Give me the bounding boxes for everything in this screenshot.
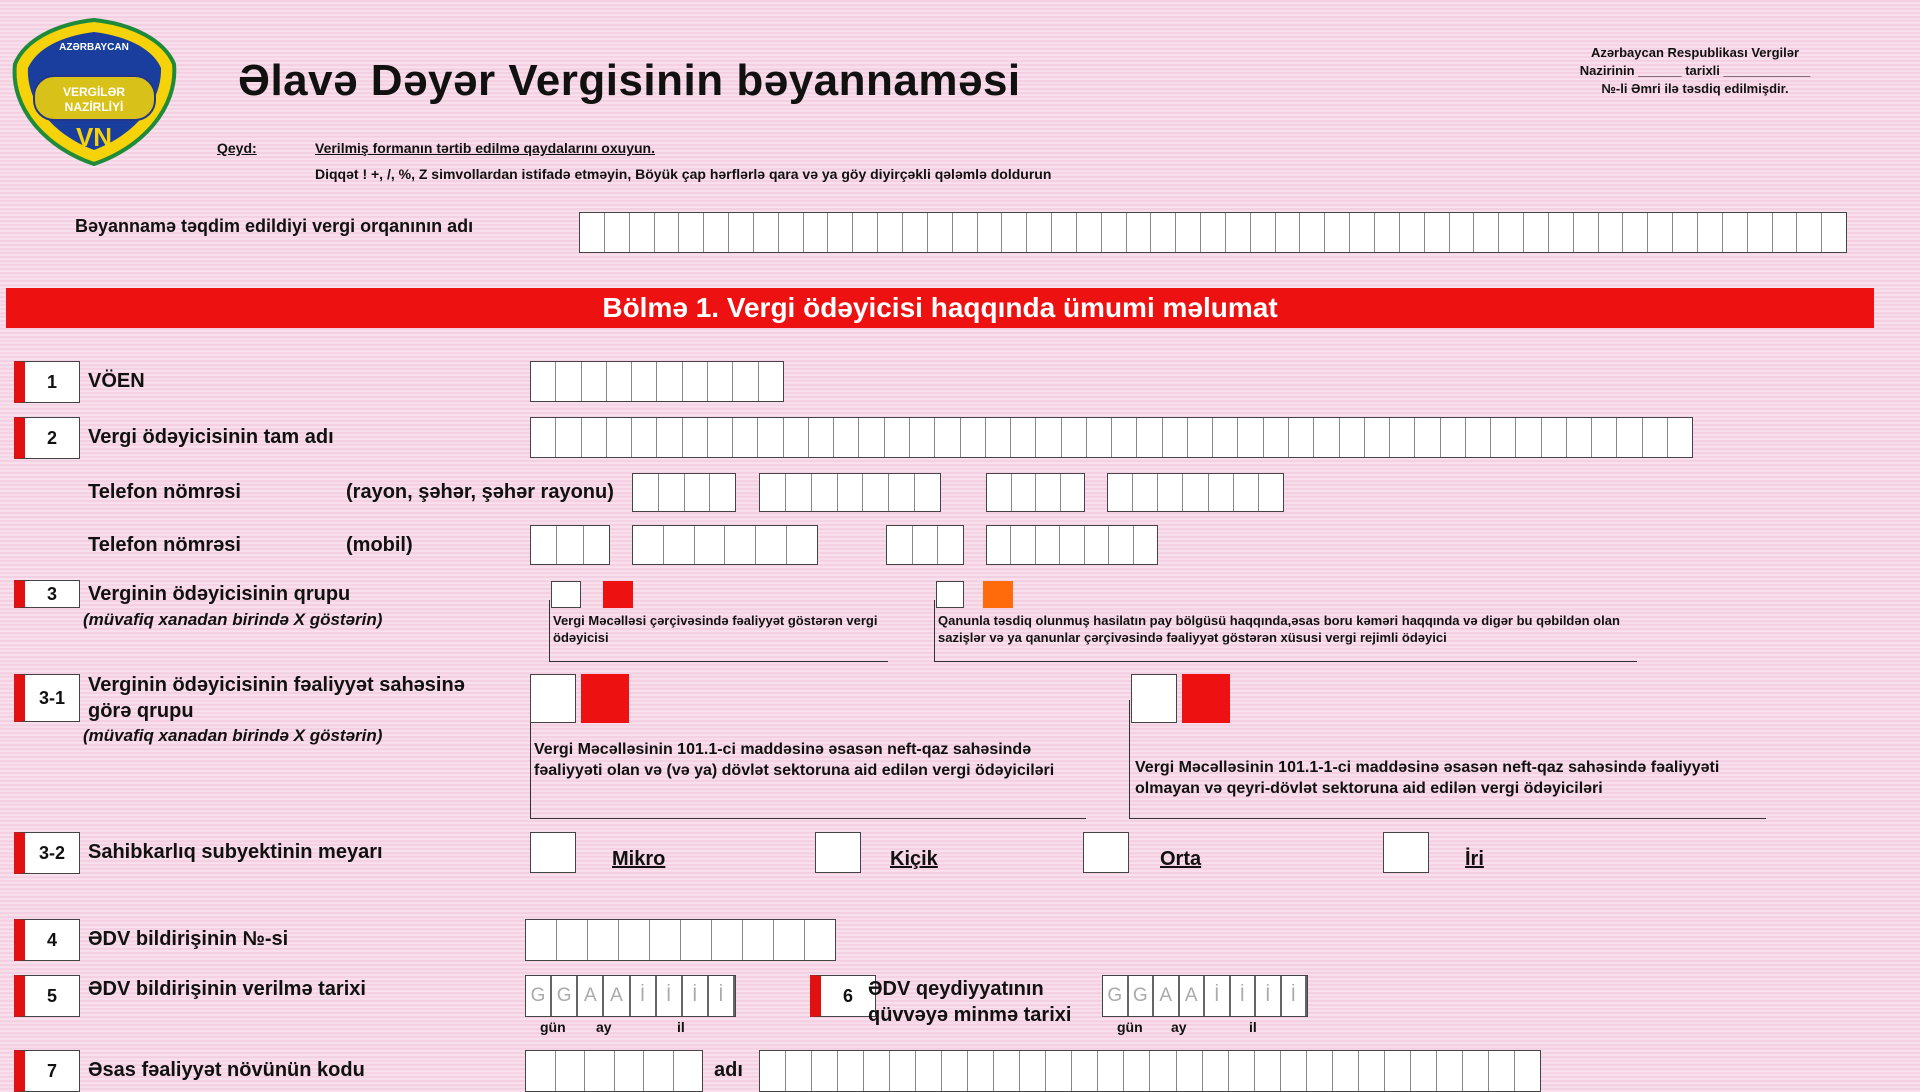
- input-cell[interactable]: [756, 526, 787, 564]
- row-number-6: 6: [810, 975, 876, 1017]
- size-small-label: Kiçik: [890, 848, 938, 870]
- size-large-checkbox[interactable]: [1383, 832, 1429, 873]
- input-cell[interactable]: [695, 526, 726, 564]
- activity-code-label: Əsas fəaliyyət növünün kodu: [88, 1059, 365, 1081]
- input-cell[interactable]: [890, 1051, 916, 1091]
- note-text: Verilmiş formanın tərtib edilmə qaydalarını oxuyun.: [315, 140, 655, 156]
- input-cell[interactable]: [887, 526, 913, 564]
- date-cell[interactable]: İ: [709, 976, 735, 1016]
- input-cell[interactable]: [1592, 418, 1617, 457]
- input-cell[interactable]: [1002, 213, 1027, 252]
- vat-notice-number-label: ƏDV bildirişinin №-si: [88, 928, 289, 950]
- input-cell[interactable]: [1375, 213, 1400, 252]
- input-cell[interactable]: [935, 418, 960, 457]
- input-cell[interactable]: [760, 1051, 786, 1091]
- input-cell[interactable]: [838, 1051, 864, 1091]
- input-cell[interactable]: [615, 1051, 645, 1091]
- input-cell[interactable]: [1524, 213, 1549, 252]
- input-cell[interactable]: [760, 474, 786, 511]
- date-cell[interactable]: İ: [657, 976, 683, 1016]
- input-cell[interactable]: [632, 362, 657, 401]
- input-cell[interactable]: [1673, 213, 1698, 252]
- input-cell[interactable]: [605, 213, 630, 252]
- input-cell[interactable]: [1163, 418, 1188, 457]
- input-cell[interactable]: [942, 1051, 968, 1091]
- input-cell[interactable]: [710, 474, 735, 511]
- input-cell[interactable]: [582, 362, 607, 401]
- input-cell[interactable]: [531, 362, 556, 401]
- input-cell[interactable]: [1158, 474, 1183, 511]
- activity-group-hint: (müvafiq xanadan birində X göstərin): [83, 726, 383, 745]
- input-cell[interactable]: [1365, 418, 1390, 457]
- input-cell[interactable]: [607, 362, 632, 401]
- input-cell[interactable]: [864, 1051, 890, 1091]
- date-cell[interactable]: G: [526, 976, 552, 1016]
- taxpayer-name-input[interactable]: [530, 417, 1693, 458]
- svg-text:AZƏRBAYCAN: AZƏRBAYCAN: [59, 42, 129, 53]
- input-cell[interactable]: [1359, 1051, 1385, 1091]
- input-cell[interactable]: [1108, 474, 1133, 511]
- input-cell[interactable]: [903, 213, 928, 252]
- input-cell[interactable]: [582, 418, 607, 457]
- input-cell[interactable]: [774, 920, 805, 960]
- activity-group-label-1: Verginin ödəyicisinin fəaliyyət sahəsinə: [88, 674, 465, 696]
- input-cell[interactable]: [588, 920, 619, 960]
- input-cell[interactable]: [1648, 213, 1673, 252]
- input-cell[interactable]: [580, 213, 605, 252]
- input-cell[interactable]: [632, 418, 657, 457]
- vat-notice-date-year-caption: il: [677, 1019, 685, 1035]
- input-cell[interactable]: [531, 526, 557, 564]
- input-cell[interactable]: [1027, 213, 1052, 252]
- input-cell[interactable]: [986, 418, 1011, 457]
- input-cell[interactable]: [812, 1051, 838, 1091]
- svg-text:NAZİRLİYİ: NAZİRLİYİ: [64, 100, 124, 114]
- input-cell[interactable]: [679, 213, 704, 252]
- input-cell[interactable]: [743, 920, 774, 960]
- date-cell[interactable]: İ: [1205, 976, 1231, 1016]
- input-cell[interactable]: [1046, 1051, 1072, 1091]
- size-large-label: İri: [1465, 848, 1484, 870]
- vat-registration-date-label-1: ƏDV qeydiyyatının: [868, 978, 1044, 1000]
- input-cell[interactable]: [1668, 418, 1692, 457]
- taxpayer-group-option-2: Qanunla təsdiq olunmuş hasilatın pay bölgüsü haqqında,əsas boru kəməri haqqında və digər bu qəbildən olan sazişlər və ya qanunlar çərçivəsində fəaliyyət göstərən xüsusi vergi rejimli ödəyici: [938, 613, 1620, 645]
- date-cell[interactable]: A: [1154, 976, 1180, 1016]
- input-cell[interactable]: [1109, 526, 1133, 564]
- input-cell[interactable]: [834, 418, 859, 457]
- input-cell[interactable]: [1491, 418, 1516, 457]
- input-cell[interactable]: [1151, 213, 1176, 252]
- input-cell[interactable]: [758, 418, 783, 457]
- input-cell[interactable]: [1333, 1051, 1359, 1091]
- section-1-header: Bölmə 1. Vergi ödəyicisi haqqında ümumi məlumat: [6, 288, 1874, 328]
- taxpayer-group-marker-1: [603, 581, 633, 608]
- input-cell[interactable]: [1062, 418, 1087, 457]
- approval-note: Azərbaycan Respublikası Vergilər Nazirinin ______ tarixli ____________ №-li Əmri ilə təsdiq edilmişdir.: [1579, 45, 1811, 96]
- input-cell[interactable]: [1061, 474, 1085, 511]
- input-cell[interactable]: [987, 474, 1012, 511]
- vat-registration-date-input[interactable]: [1102, 975, 1308, 1017]
- input-cell[interactable]: [1623, 213, 1648, 252]
- input-cell[interactable]: [1201, 213, 1226, 252]
- input-cell[interactable]: [938, 526, 963, 564]
- tax-office-input[interactable]: [579, 212, 1847, 253]
- input-cell[interactable]: [708, 418, 733, 457]
- date-cell[interactable]: İ: [683, 976, 709, 1016]
- input-cell[interactable]: [664, 526, 695, 564]
- vat-registration-date-day-caption: gün: [1117, 1019, 1143, 1035]
- row-number-5: 5: [14, 975, 80, 1017]
- input-cell[interactable]: [1072, 1051, 1098, 1091]
- input-cell[interactable]: [1255, 1051, 1281, 1091]
- date-cell[interactable]: G: [552, 976, 578, 1016]
- input-cell[interactable]: [828, 213, 853, 252]
- input-cell[interactable]: [1060, 526, 1084, 564]
- input-cell[interactable]: [928, 213, 953, 252]
- input-cell[interactable]: [994, 1051, 1020, 1091]
- input-cell[interactable]: [1300, 213, 1325, 252]
- input-cell[interactable]: [683, 418, 708, 457]
- mobile-phone-label: Telefon nömrəsi: [88, 534, 241, 556]
- svg-text:VN: VN: [75, 122, 113, 152]
- input-cell[interactable]: [526, 1051, 556, 1091]
- input-cell[interactable]: [1238, 418, 1263, 457]
- input-cell[interactable]: [1773, 213, 1798, 252]
- vat-notice-date-input[interactable]: [525, 975, 736, 1017]
- input-cell[interactable]: [1012, 474, 1037, 511]
- phone-district-code[interactable]: [632, 473, 736, 512]
- row-number-2: 2: [14, 417, 80, 459]
- input-cell[interactable]: [1350, 213, 1375, 252]
- phone-area-code[interactable]: [986, 473, 1085, 512]
- input-cell[interactable]: [916, 1051, 942, 1091]
- activity-group-checkbox-1[interactable]: [530, 674, 576, 723]
- input-cell[interactable]: [619, 920, 650, 960]
- input-cell[interactable]: [1390, 418, 1415, 457]
- row-number-4: 4: [14, 919, 80, 961]
- input-cell[interactable]: [1466, 418, 1491, 457]
- input-cell[interactable]: [659, 474, 685, 511]
- input-cell[interactable]: [630, 213, 655, 252]
- input-cell[interactable]: [556, 418, 581, 457]
- size-small-checkbox[interactable]: [815, 832, 861, 873]
- page-title: Əlavə Dəyər Vergisinin bəyannaməsi: [238, 56, 1021, 105]
- row-number-3-2: 3-2: [14, 832, 80, 874]
- warning-text: Diqqət ! +, /, %, Z simvollardan istifadə etməyin, Böyük çap hərflərlə qara və ya göy diyirçəkli qələmlə doldurun: [315, 166, 1052, 182]
- input-cell[interactable]: [1549, 213, 1574, 252]
- input-cell[interactable]: [786, 474, 812, 511]
- input-cell[interactable]: [1516, 418, 1541, 457]
- input-cell[interactable]: [674, 1051, 703, 1091]
- input-cell[interactable]: [978, 213, 1003, 252]
- input-cell[interactable]: [1077, 213, 1102, 252]
- input-cell[interactable]: [1134, 526, 1157, 564]
- input-cell[interactable]: [1036, 418, 1061, 457]
- input-cell[interactable]: [1617, 418, 1642, 457]
- input-cell[interactable]: [1188, 418, 1213, 457]
- input-cell[interactable]: [1314, 418, 1339, 457]
- input-cell[interactable]: [733, 418, 758, 457]
- input-cell[interactable]: [961, 418, 986, 457]
- input-cell[interactable]: [754, 213, 779, 252]
- taxpayer-group-checkbox-1[interactable]: [551, 581, 581, 608]
- activity-name-input[interactable]: [759, 1050, 1541, 1092]
- input-cell[interactable]: [584, 526, 609, 564]
- input-cell[interactable]: [968, 1051, 994, 1091]
- input-cell[interactable]: [1463, 1051, 1489, 1091]
- date-cell[interactable]: İ: [1256, 976, 1282, 1016]
- input-cell[interactable]: [910, 418, 935, 457]
- row-number-3-1: 3-1: [14, 674, 80, 722]
- input-cell[interactable]: [526, 920, 557, 960]
- input-cell[interactable]: [1234, 474, 1259, 511]
- input-cell[interactable]: [779, 213, 804, 252]
- phone-city-code[interactable]: [759, 473, 941, 512]
- input-cell[interactable]: [633, 526, 664, 564]
- input-cell[interactable]: [1226, 213, 1251, 252]
- input-cell[interactable]: [787, 526, 817, 564]
- input-cell[interactable]: [685, 474, 711, 511]
- input-cell[interactable]: [1020, 1051, 1046, 1091]
- taxpayer-group-option-1: Vergi Məcəlləsi çərçivəsində fəaliyyət göstərən vergi ödəyicisi: [553, 613, 878, 645]
- input-cell[interactable]: [1441, 418, 1466, 457]
- input-cell[interactable]: [1036, 526, 1060, 564]
- vat-registration-date-label-2: qüvvəyə minmə tarixi: [868, 1004, 1072, 1026]
- vat-notice-date-label: ƏDV bildirişinin verilmə tarixi: [88, 978, 366, 1000]
- row-number-1: 1: [14, 361, 80, 403]
- input-cell[interactable]: [683, 362, 708, 401]
- input-cell[interactable]: [809, 418, 834, 457]
- input-cell[interactable]: [878, 213, 903, 252]
- taxpayer-name-label: Vergi ödəyicisinin tam adı: [88, 426, 334, 448]
- input-cell[interactable]: [863, 474, 889, 511]
- input-cell[interactable]: [759, 362, 783, 401]
- input-cell[interactable]: [657, 362, 682, 401]
- size-medium-checkbox[interactable]: [1083, 832, 1129, 873]
- input-cell[interactable]: [953, 213, 978, 252]
- input-cell[interactable]: [913, 526, 939, 564]
- vat-notice-number-input[interactable]: [525, 919, 836, 961]
- input-cell[interactable]: [859, 418, 884, 457]
- date-cell[interactable]: A: [604, 976, 630, 1016]
- input-cell[interactable]: [1385, 1051, 1411, 1091]
- input-cell[interactable]: [1797, 213, 1822, 252]
- input-cell[interactable]: [729, 213, 754, 252]
- input-cell[interactable]: [1112, 418, 1137, 457]
- input-cell[interactable]: [725, 526, 756, 564]
- input-cell[interactable]: [1183, 474, 1208, 511]
- input-cell[interactable]: [1011, 418, 1036, 457]
- input-cell[interactable]: [1643, 418, 1668, 457]
- input-cell[interactable]: [1127, 213, 1152, 252]
- input-cell[interactable]: [1567, 418, 1592, 457]
- input-cell[interactable]: [1087, 418, 1112, 457]
- input-cell[interactable]: [1213, 418, 1238, 457]
- input-cell[interactable]: [1723, 213, 1748, 252]
- date-cell[interactable]: G: [1103, 976, 1129, 1016]
- input-cell[interactable]: [1251, 213, 1276, 252]
- input-cell[interactable]: [786, 1051, 812, 1091]
- input-cell[interactable]: [1822, 213, 1846, 252]
- input-cell[interactable]: [650, 920, 681, 960]
- activity-group-label-2: görə qrupu: [88, 700, 194, 722]
- input-cell[interactable]: [1415, 418, 1440, 457]
- input-cell[interactable]: [1176, 213, 1201, 252]
- input-cell[interactable]: [704, 213, 729, 252]
- input-cell[interactable]: [1177, 1051, 1203, 1091]
- input-cell[interactable]: [1281, 1051, 1307, 1091]
- activity-group-marker-1: [581, 674, 629, 723]
- phone-number-input[interactable]: [1107, 473, 1284, 512]
- input-cell[interactable]: [1264, 418, 1289, 457]
- input-cell[interactable]: [708, 362, 733, 401]
- tax-office-label: Bəyannamə təqdim edildiyi vergi orqanının adı: [75, 216, 474, 236]
- activity-group-option-2: Vergi Məcəlləsinin 101.1-1-ci maddəsinə əsasən neft-qaz sahəsində fəaliyyəti olmayan və qeyri-dövlət sektoruna aid edilən vergi ödəyiciləri: [1135, 759, 1720, 797]
- input-cell[interactable]: [1102, 213, 1127, 252]
- input-cell[interactable]: [607, 418, 632, 457]
- taxpayer-group-label: Verginin ödəyicisinin qrupu: [88, 583, 351, 605]
- vat-registration-date-year-caption: il: [1249, 1019, 1257, 1035]
- input-cell[interactable]: [1085, 526, 1109, 564]
- input-cell[interactable]: [1259, 474, 1283, 511]
- input-cell[interactable]: [1340, 418, 1365, 457]
- activity-group-option-1: Vergi Məcəlləsinin 101.1-ci maddəsinə əsasən neft-qaz sahəsində fəaliyyəti olan və (və ya) dövlət sektoruna aid edilən vergi ödəyiciləri: [534, 741, 1055, 779]
- activity-code-input[interactable]: [525, 1050, 703, 1092]
- input-cell[interactable]: [1124, 1051, 1150, 1091]
- vat-notice-date-month-caption: ay: [596, 1019, 612, 1035]
- input-cell[interactable]: [556, 1051, 586, 1091]
- row-number-3: 3: [14, 580, 80, 608]
- size-micro-label: Mikro: [612, 848, 666, 870]
- date-cell[interactable]: A: [1180, 976, 1206, 1016]
- input-cell[interactable]: [1542, 418, 1567, 457]
- input-cell[interactable]: [812, 474, 838, 511]
- vat-notice-date-day-caption: gün: [540, 1019, 566, 1035]
- date-cell[interactable]: A: [578, 976, 604, 1016]
- vat-registration-date-month-caption: ay: [1171, 1019, 1187, 1035]
- input-cell[interactable]: [889, 474, 915, 511]
- input-cell[interactable]: [1133, 474, 1158, 511]
- input-cell[interactable]: [557, 526, 583, 564]
- input-cell[interactable]: [1437, 1051, 1463, 1091]
- note-label: Qeyd:: [217, 140, 257, 156]
- taxpayer-group-checkbox-2[interactable]: [936, 581, 964, 608]
- input-cell[interactable]: [987, 526, 1011, 564]
- input-cell[interactable]: [1137, 418, 1162, 457]
- input-cell[interactable]: [784, 418, 809, 457]
- svg-text:VERGİLƏR: VERGİLƏR: [62, 85, 126, 99]
- input-cell[interactable]: [556, 362, 581, 401]
- date-cell[interactable]: İ: [1231, 976, 1257, 1016]
- input-cell[interactable]: [1574, 213, 1599, 252]
- input-cell[interactable]: [1036, 474, 1061, 511]
- input-cell[interactable]: [633, 474, 659, 511]
- input-cell[interactable]: [1011, 526, 1035, 564]
- input-cell[interactable]: [1698, 213, 1723, 252]
- mobile-prefix[interactable]: [886, 525, 964, 565]
- input-cell[interactable]: [1209, 474, 1234, 511]
- input-cell[interactable]: [1599, 213, 1624, 252]
- input-cell[interactable]: [1400, 213, 1425, 252]
- business-size-label: Sahibkarlıq subyektinin meyarı: [88, 841, 383, 863]
- phone-label: Telefon nömrəsi: [88, 481, 241, 503]
- input-cell[interactable]: [733, 362, 758, 401]
- input-cell[interactable]: [657, 418, 682, 457]
- input-cell[interactable]: [885, 418, 910, 457]
- input-cell[interactable]: [805, 920, 835, 960]
- input-cell[interactable]: [1203, 1051, 1229, 1091]
- activity-group-checkbox-2[interactable]: [1131, 674, 1177, 723]
- input-cell[interactable]: [838, 474, 864, 511]
- input-cell[interactable]: [557, 920, 588, 960]
- voen-label: VÖEN: [88, 370, 145, 392]
- input-cell[interactable]: [853, 213, 878, 252]
- date-cell[interactable]: İ: [1282, 976, 1308, 1016]
- input-cell[interactable]: [1276, 213, 1301, 252]
- ministry-logo: [12, 18, 177, 166]
- input-cell[interactable]: [1450, 213, 1475, 252]
- row-number-7: 7: [14, 1050, 80, 1092]
- date-cell[interactable]: G: [1129, 976, 1155, 1016]
- input-cell[interactable]: [915, 474, 940, 511]
- input-cell[interactable]: [1150, 1051, 1176, 1091]
- date-cell[interactable]: İ: [631, 976, 657, 1016]
- voen-input[interactable]: [530, 361, 784, 402]
- input-cell[interactable]: [655, 213, 680, 252]
- input-cell[interactable]: [1748, 213, 1773, 252]
- mobile-operator-code[interactable]: [632, 525, 818, 565]
- input-cell[interactable]: [1411, 1051, 1437, 1091]
- input-cell[interactable]: [531, 418, 556, 457]
- input-cell[interactable]: [1515, 1051, 1540, 1091]
- input-cell[interactable]: [1052, 213, 1077, 252]
- input-cell[interactable]: [804, 213, 829, 252]
- input-cell[interactable]: [712, 920, 743, 960]
- input-cell[interactable]: [1425, 213, 1450, 252]
- input-cell[interactable]: [1098, 1051, 1124, 1091]
- input-cell[interactable]: [1325, 213, 1350, 252]
- input-cell[interactable]: [1289, 418, 1314, 457]
- mobile-phone-hint: (mobil): [346, 534, 413, 556]
- input-cell[interactable]: [1474, 213, 1499, 252]
- input-cell[interactable]: [1307, 1051, 1333, 1091]
- input-cell[interactable]: [1229, 1051, 1255, 1091]
- input-cell[interactable]: [1499, 213, 1524, 252]
- phone-hint: (rayon, şəhər, şəhər rayonu): [346, 481, 614, 503]
- taxpayer-group-hint: (müvafiq xanadan birində X göstərin): [83, 610, 383, 629]
- taxpayer-group-marker-2: [983, 581, 1013, 608]
- input-cell[interactable]: [681, 920, 712, 960]
- input-cell[interactable]: [585, 1051, 615, 1091]
- mobile-country-code[interactable]: [530, 525, 610, 565]
- size-medium-label: Orta: [1160, 848, 1202, 870]
- size-micro-checkbox[interactable]: [530, 832, 576, 873]
- activity-name-label: adı: [714, 1059, 743, 1081]
- input-cell[interactable]: [644, 1051, 674, 1091]
- input-cell[interactable]: [1489, 1051, 1515, 1091]
- activity-group-marker-2: [1182, 674, 1230, 723]
- mobile-number-input[interactable]: [986, 525, 1158, 565]
